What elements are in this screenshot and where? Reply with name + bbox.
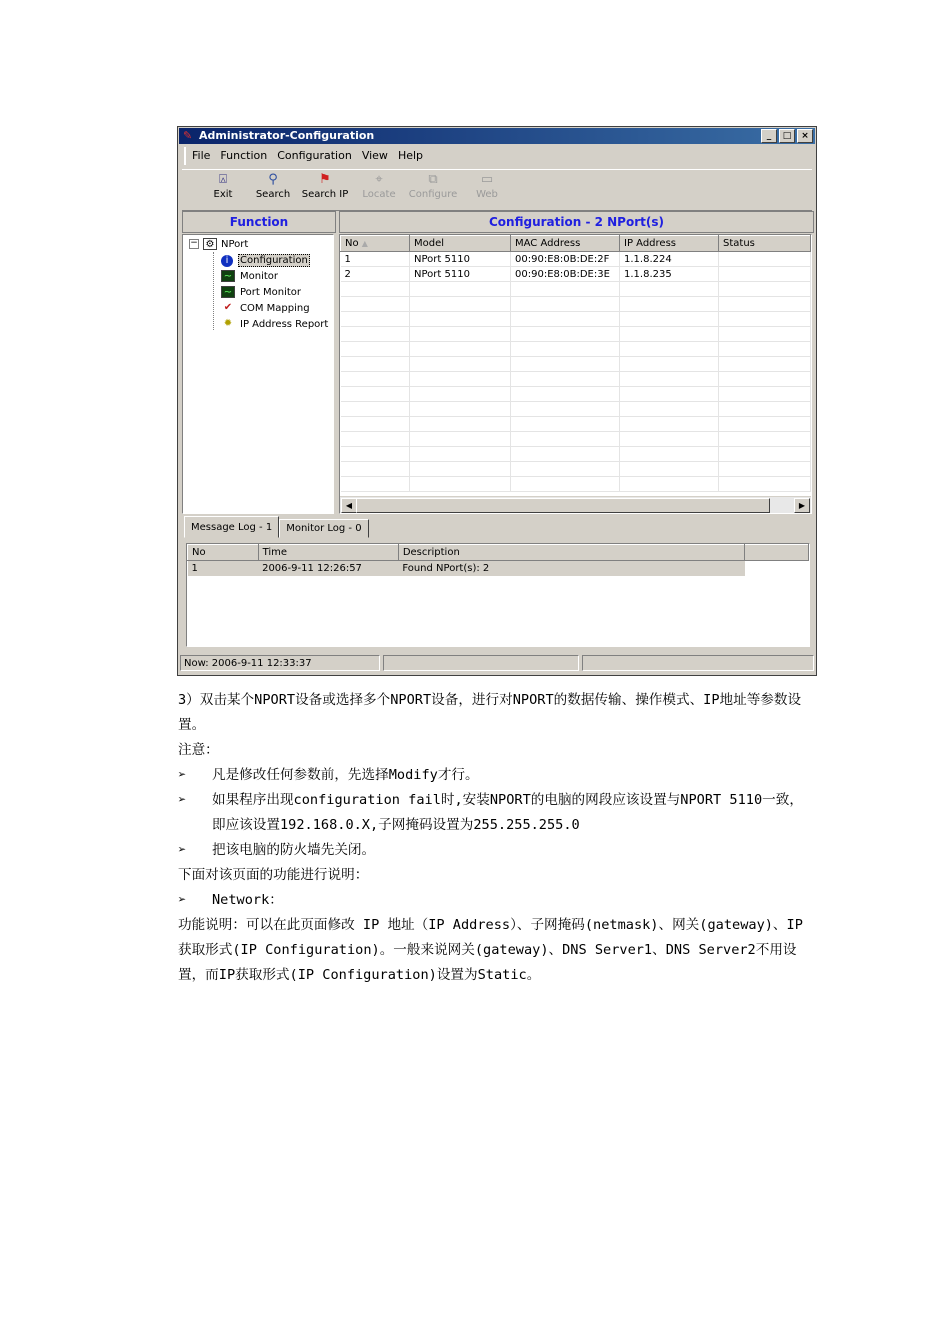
cell-status: [719, 252, 811, 267]
bullet-arrow-icon: ➢: [178, 842, 187, 858]
message-log: [186, 543, 810, 647]
log-col-time[interactable]: Time: [258, 545, 398, 561]
locate-icon: ⌖: [375, 172, 383, 187]
log-row[interactable]: [188, 561, 809, 577]
menu-view[interactable]: View: [361, 149, 388, 162]
tab-monitor-log[interactable]: Monitor Log - 0: [279, 519, 368, 538]
log-tabs: [184, 519, 369, 538]
app-icon: ✎: [183, 129, 193, 142]
bullet-arrow-icon: ➢: [178, 892, 187, 908]
note-heading: 注意：: [178, 742, 219, 758]
search-label: Search: [255, 189, 291, 200]
cell-model: NPort 5110: [410, 252, 511, 267]
tree-item-label: Port Monitor: [240, 286, 302, 298]
configure-icon: ⧉: [428, 172, 438, 187]
tree-item-label: Configuration: [240, 255, 308, 266]
tree-connector: [213, 252, 215, 330]
empty-row: [341, 417, 811, 432]
tree-item-port-monitor[interactable]: [221, 286, 301, 298]
tree-item-com-mapping[interactable]: [221, 302, 310, 314]
cell-mac: 00:90:E8:0B:DE:3E: [511, 267, 620, 282]
empty-row: [341, 282, 811, 297]
col-model[interactable]: Model: [410, 236, 511, 252]
web-icon: ▭: [480, 172, 494, 187]
nport-grid: [339, 234, 812, 514]
log-cell-no: 1: [188, 561, 259, 577]
table-row[interactable]: [341, 252, 811, 267]
empty-row: [341, 432, 811, 447]
tree-root[interactable]: [189, 238, 248, 250]
menu-help[interactable]: Help: [397, 149, 424, 162]
configuration-panel-title: Configuration - 2 NPort(s): [339, 211, 814, 233]
log-cell-time: 2006-9-11 12:26:57: [258, 561, 398, 577]
col-mac[interactable]: MAC Address: [511, 236, 620, 252]
nport-icon: ⚙: [203, 238, 217, 250]
paragraph-step3: 3）双击某个NPORT设备或选择多个NPORT设备，进行对NPORT的数据传输、操作模式、IP地址等参数设置。: [178, 692, 802, 733]
bullet-text: 如果程序出现configuration fail时,安装NPORT的电脑的网段应该设置与NPORT 5110一致，即应该设置192.168.0.X,子网掩码设置为255.255.255.0: [212, 792, 803, 833]
monitor-icon: ~: [221, 270, 235, 282]
col-status[interactable]: Status: [719, 236, 811, 252]
intro-line: 下面对该页面的功能进行说明：: [178, 867, 369, 883]
menu-bar: [184, 147, 423, 165]
exit-button[interactable]: [198, 173, 248, 200]
configure-button[interactable]: [408, 173, 458, 200]
status-panel-2: [383, 655, 579, 671]
cell-no: 2: [341, 267, 410, 282]
empty-row: [341, 387, 811, 402]
bullet-item: [178, 763, 814, 788]
cell-ip: 1.1.8.224: [620, 252, 719, 267]
empty-row: [341, 447, 811, 462]
app-window: [177, 126, 817, 676]
tree-item-monitor[interactable]: [221, 270, 278, 282]
empty-row: [341, 402, 811, 417]
close-button[interactable]: ×: [797, 129, 813, 143]
minimize-button[interactable]: _: [761, 129, 777, 143]
scroll-left-icon[interactable]: ◀: [341, 498, 357, 513]
col-no[interactable]: No ▲: [341, 236, 410, 252]
scroll-thumb[interactable]: [356, 498, 770, 513]
bullet-item: [178, 788, 814, 838]
tree-item-configuration[interactable]: [221, 254, 310, 267]
bullet-item: [178, 888, 814, 913]
document-text: [178, 688, 814, 988]
empty-row: [341, 357, 811, 372]
maximize-button[interactable]: □: [779, 129, 795, 143]
bullet-arrow-icon: ➢: [178, 792, 187, 808]
empty-row: [341, 342, 811, 357]
status-time: Now: 2006-9-11 12:33:37: [180, 655, 380, 671]
exit-label: Exit: [213, 189, 233, 200]
log-col-description[interactable]: Description: [398, 545, 745, 561]
tab-message-log[interactable]: Message Log - 1: [184, 516, 279, 538]
tree-item-label: IP Address Report: [240, 318, 329, 330]
bullet-text: Network：: [212, 892, 283, 908]
collapse-icon[interactable]: −: [190, 238, 198, 248]
col-ip[interactable]: IP Address: [620, 236, 719, 252]
info-icon: i: [221, 255, 233, 267]
scroll-right-icon[interactable]: ▶: [794, 498, 810, 513]
cell-model: NPort 5110: [410, 267, 511, 282]
bullet-text: 把该电脑的防火墙先关闭。: [212, 842, 376, 858]
toolbar: [182, 169, 812, 211]
empty-row: [341, 327, 811, 342]
window-title: Administrator-Configuration: [199, 129, 375, 142]
menu-file[interactable]: File: [192, 149, 211, 162]
empty-row: [341, 462, 811, 477]
menu-function[interactable]: Function: [220, 149, 268, 162]
log-cell-description: Found NPort(s): 2: [398, 561, 745, 577]
web-button[interactable]: [462, 173, 512, 200]
search-button[interactable]: [248, 173, 298, 200]
bullet-arrow-icon: ➢: [178, 767, 187, 783]
exit-icon: ⍓: [219, 172, 227, 187]
log-cell-extra: [745, 561, 809, 577]
function-tree: [182, 234, 334, 514]
lightbulb-icon: ✹: [223, 318, 233, 329]
log-col-no[interactable]: No: [188, 545, 259, 561]
sort-asc-icon: ▲: [361, 239, 368, 248]
search-icon: ⚲: [268, 172, 278, 187]
tree-item-label: Monitor: [240, 270, 279, 282]
menu-configuration[interactable]: Configuration: [277, 149, 352, 162]
log-col-extra: [745, 545, 809, 561]
tree-root-label: NPort: [221, 238, 249, 250]
bullet-item: [178, 838, 814, 863]
empty-row: [341, 297, 811, 312]
cell-status: [719, 267, 811, 282]
cell-no: 1: [341, 252, 410, 267]
search-ip-label: Search IP: [301, 189, 349, 200]
table-row[interactable]: [341, 267, 811, 282]
locate-label: Locate: [362, 189, 396, 200]
title-bar: [179, 128, 815, 144]
status-panel-3: [582, 655, 814, 671]
empty-row: [341, 372, 811, 387]
com-mapping-icon: ✔: [223, 302, 233, 313]
empty-row: [341, 477, 811, 492]
search-ip-button[interactable]: [300, 173, 350, 200]
search-ip-icon: ⚑: [319, 172, 331, 187]
function-description: 功能说明：可以在此页面修改 IP 地址（IP Address）、子网掩码(netmask)、网关(gateway)、IP获取形式(IP Configuration)。一般来说网关(gateway)、DNS Server1、DNS Server2不用设置，而IP获取形式(IP Configuration)设置为Static。: [178, 917, 803, 983]
bullet-text: 凡是修改任何参数前，先选择Modify才行。: [212, 767, 479, 783]
tree-item-ip-address-report[interactable]: [221, 318, 328, 330]
locate-button[interactable]: [354, 173, 404, 200]
empty-row: [341, 312, 811, 327]
cell-mac: 00:90:E8:0B:DE:2F: [511, 252, 620, 267]
status-bar: [180, 655, 814, 673]
web-label: Web: [476, 189, 498, 200]
cell-ip: 1.1.8.235: [620, 267, 719, 282]
horizontal-scrollbar[interactable]: [340, 496, 811, 513]
tree-item-label: COM Mapping: [240, 302, 310, 314]
function-panel-title: Function: [182, 211, 336, 233]
configure-label: Configure: [408, 189, 458, 200]
port-monitor-icon: ~: [221, 286, 235, 298]
